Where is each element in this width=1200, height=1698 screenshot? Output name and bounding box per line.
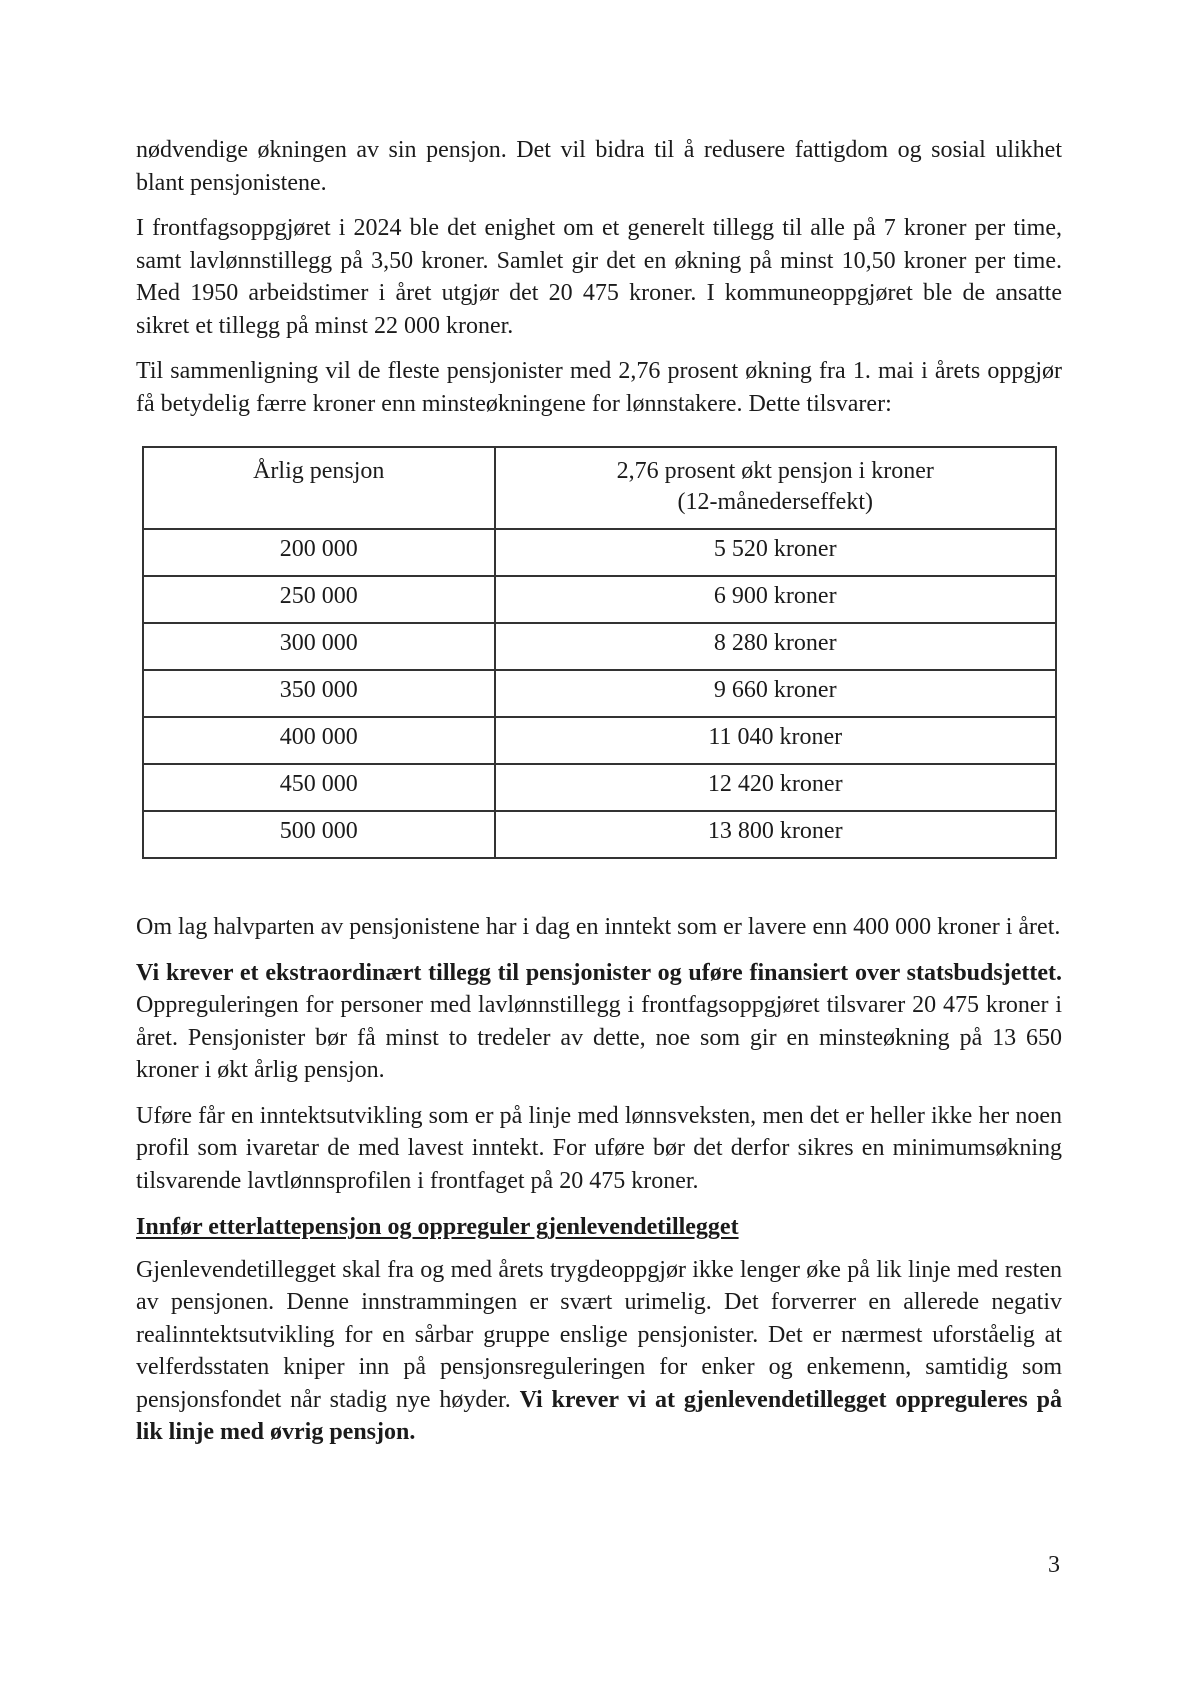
paragraph-intro: nødvendige økningen av sin pensjon. Det vil bidra til å redusere fattigdom og sosial ulikhet blant pensjonistene. [136, 137, 1062, 196]
pension-cell: 450 000 [143, 764, 495, 811]
table-row [143, 623, 1056, 670]
demand-extra-bold-text: Vi krever et ekstraordinært tillegg til pensjonister og uføre finansiert over statsbudsjettet. [136, 959, 1062, 986]
table-header-row [143, 447, 1056, 529]
increase-cell: 12 420 kroner [495, 764, 1057, 811]
increase-cell: 8 280 kroner [495, 623, 1057, 670]
increase-cell: 11 040 kroner [495, 717, 1057, 764]
table-header-annual-pension: Årlig pensjon [143, 447, 495, 529]
document-body [136, 134, 1062, 1462]
pension-cell: 400 000 [143, 717, 495, 764]
table-row [143, 764, 1056, 811]
table-header-increase-line2: (12-månederseffekt) [677, 489, 873, 515]
table-row [143, 529, 1056, 576]
increase-cell: 9 660 kroner [495, 670, 1057, 717]
pension-cell: 500 000 [143, 811, 495, 858]
section-heading-survivor-pension: Innfør etterlattepensjon og oppreguler gjenlevendetillegget [136, 1214, 739, 1240]
table-header-increase-line1: 2,76 prosent økt pensjon i kroner [616, 458, 934, 484]
pension-cell: 350 000 [143, 670, 495, 717]
paragraph-demand-extra [136, 957, 1062, 1087]
table-row [143, 811, 1056, 858]
pension-increase-table [142, 446, 1057, 859]
page-number: 3 [1048, 1552, 1060, 1578]
table-header-increase [495, 447, 1057, 529]
pension-cell: 250 000 [143, 576, 495, 623]
paragraph-survivor-supplement [136, 1254, 1062, 1449]
paragraph-half-pensioners: Om lag halvparten av pensjonistene har i dag en inntekt som er lavere enn 400 000 kroner i året. [136, 914, 1061, 940]
pension-cell: 300 000 [143, 623, 495, 670]
increase-cell: 5 520 kroner [495, 529, 1057, 576]
increase-cell: 6 900 kroner [495, 576, 1057, 623]
table-row [143, 576, 1056, 623]
increase-cell: 13 800 kroner [495, 811, 1057, 858]
paragraph-disabled: Uføre får en inntektsutvikling som er på linje med lønnsveksten, men det er heller ikke her noen profil som ivaretar de med lavest inntekt. For uføre bør det derfor sikres en minimumsøkning tilsvarende lavtlønnsprofilen i frontfaget på 20 475 kroner. [136, 1102, 1062, 1194]
demand-extra-rest-text: Oppreguleringen for personer med lavlønnstillegg i frontfagsoppgjøret tilsvarer 20 475 kroner i året. Pensjonister bør få minst to tredeler av dette, noe som gir en minsteøkning på 13 650 kroner i økt årlig pensjon. [136, 992, 1062, 1083]
paragraph-frontfag: I frontfagsoppgjøret i 2024 ble det enighet om et generelt tillegg til alle på 7 kroner per time, samt lavlønnstillegg på 3,50 kroner. Samlet gir det en økning på minst 10,50 kroner per time. Med 1950 arbeidstimer i året utgjør det 20 475 kroner. I kommuneoppgjøret ble de ansatte sikret et tillegg på minst 22 000 kroner. [136, 215, 1062, 339]
pension-cell: 200 000 [143, 529, 495, 576]
table-row [143, 717, 1056, 764]
survivor-demand-bold-text: Vi krever vi at gjenlevendetillegget oppreguleres på lik linje med øvrig pensjon. [136, 1386, 1062, 1445]
table-row [143, 670, 1056, 717]
paragraph-comparison: Til sammenligning vil de fleste pensjonister med 2,76 prosent økning fra 1. mai i årets oppgjør få betydelig færre kroner enn minsteøkningene for lønnstakere. Dette tilsvarer: [136, 358, 1062, 417]
survivor-supplement-text: Gjenlevendetillegget skal fra og med årets trygdeoppgjør ikke lenger øke på lik linje med resten av pensjonen. Denne innstrammingen er svært urimelig. Det forverrer en allerede negativ realinntektsutvikling for en sårbar gruppe enslige pensjonister. Det er nærmest uforståelig at velferdsstaten kniper inn på pensjonsreguleringen for enker og enkemenn, samtidig som pensjonsfondet når stadig nye høyder. [136, 1256, 1062, 1413]
